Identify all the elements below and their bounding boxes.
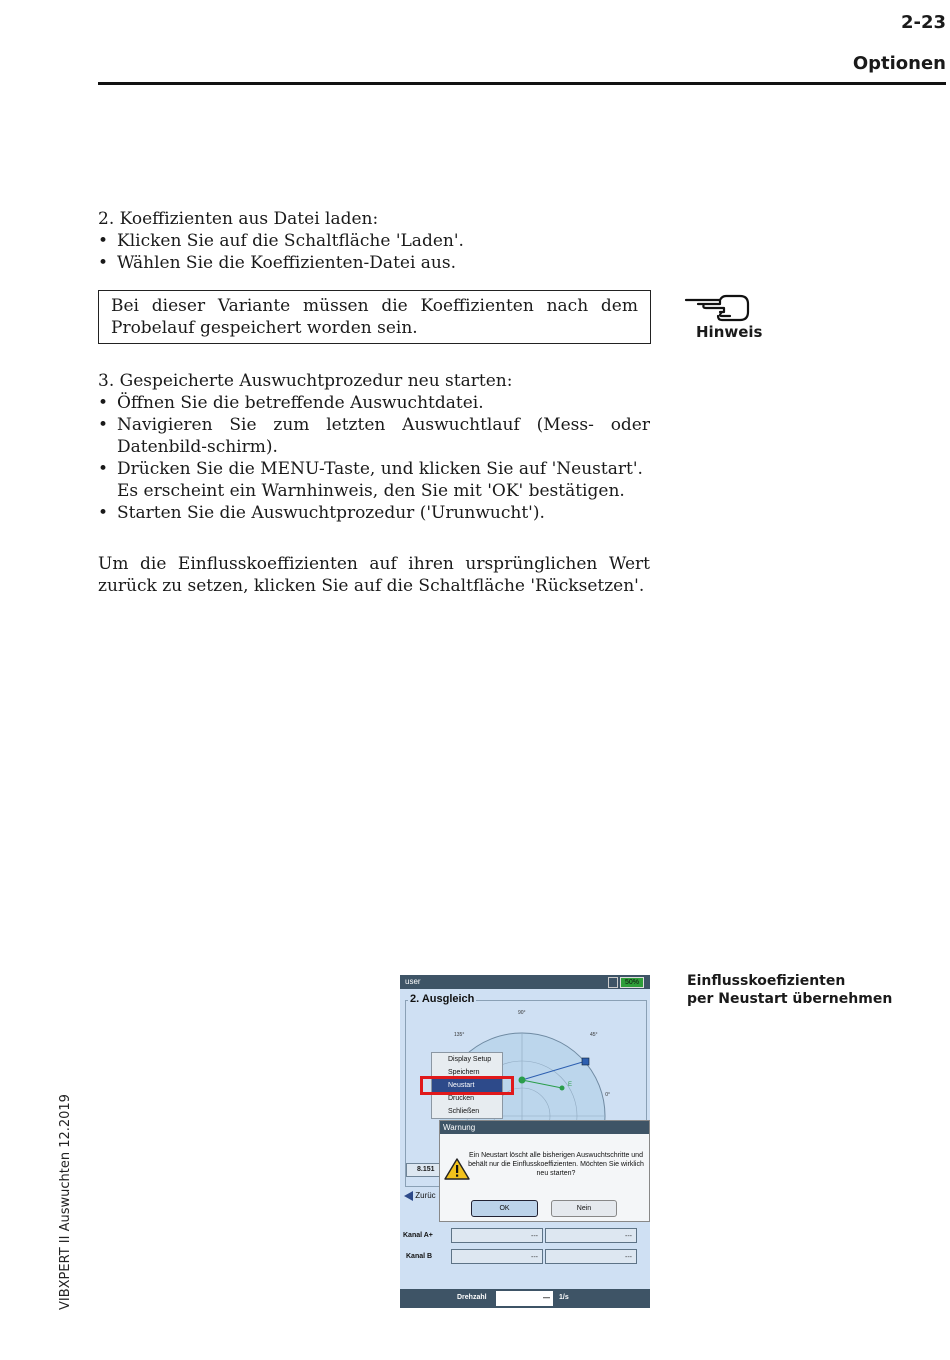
dialog-message: Ein Neustart löscht alle bisherigen Auswuchtschritte und behält nur die Einflusskoeffizienten. Möchten Sie wirklich neu starten? xyxy=(468,1152,644,1177)
back-button[interactable]: Zurüc xyxy=(404,1191,436,1201)
ok-button[interactable]: OK xyxy=(471,1200,538,1217)
menu-item-drucken[interactable]: Drucken xyxy=(448,1095,475,1102)
angle-135: 135° xyxy=(454,1032,465,1038)
device-bottom-bar xyxy=(400,1289,650,1308)
list-item: • Öffnen Sie die betreffende Auswuchtdatei. xyxy=(98,393,484,413)
device-screenshot xyxy=(400,975,650,1308)
cancel-button[interactable]: Nein xyxy=(551,1200,617,1217)
marker-label: E xyxy=(568,1082,573,1088)
kanal-b-value-1: --- xyxy=(451,1249,543,1264)
user-label: user xyxy=(405,977,421,986)
header-rule xyxy=(98,82,946,85)
dialog-title: Warnung xyxy=(440,1121,649,1134)
note-label: Hinweis xyxy=(696,323,763,341)
memory-icon xyxy=(608,977,618,988)
list-item: • Starten Sie die Auswuchtprozedur ('Urunwucht'). xyxy=(98,503,545,523)
list-item: • Navigieren Sie zum letzten Auswuchtlauf (Mess- oder Datenbild-schirm). xyxy=(98,415,650,457)
kanal-b-label: Kanal B xyxy=(406,1253,433,1260)
step3-heading: 3. Gespeicherte Auswuchtprozedur neu starten: xyxy=(98,371,513,391)
angle-45: 45° xyxy=(590,1032,598,1038)
warning-dialog xyxy=(439,1120,650,1222)
reset-paragraph: Um die Einflusskoeffizienten auf ihren ursprünglichen Wert zurück zu setzen, klicken Sie auf die Schaltfläche 'Rücksetzen'. xyxy=(98,554,650,596)
menu-item-display-setup[interactable]: Display Setup xyxy=(448,1056,492,1063)
value-display: 8.151 xyxy=(406,1163,451,1177)
menu-item-neustart[interactable]: Neustart xyxy=(432,1079,502,1092)
step3-block xyxy=(98,370,650,524)
drehzahl-label: Drehzahl xyxy=(457,1294,487,1301)
menu-item-speichern[interactable]: Speichern xyxy=(448,1069,480,1076)
angle-90: 90° xyxy=(518,1010,526,1016)
kanal-a-label: Kanal A+ xyxy=(403,1232,433,1239)
battery-indicator: 50% xyxy=(620,977,644,988)
sidebar-footer: VIBXPERT II Auswuchten 12.2019 xyxy=(58,1094,73,1310)
step2-heading: 2. Koeffizienten aus Datei laden: xyxy=(98,209,379,229)
panel-title: 2. Ausgleich xyxy=(410,993,475,1005)
kanal-a-value-1: --- xyxy=(451,1228,543,1243)
note-box: Bei dieser Variante müssen die Koeffizienten nach dem Probelauf gespeichert worden sein. xyxy=(98,290,651,344)
list-item: • Klicken Sie auf die Schaltfläche 'Laden'. xyxy=(98,231,464,251)
pointing-hand-icon xyxy=(684,290,750,324)
device-top-bar xyxy=(400,975,650,989)
drehzahl-value: — xyxy=(496,1291,553,1306)
kanal-b-value-2: --- xyxy=(545,1249,637,1264)
menu-item-schliessen[interactable]: Schließen xyxy=(448,1108,480,1115)
list-item: • Drücken Sie die MENU-Taste, und klicken Sie auf 'Neustart'. Es erscheint ein Warnhinweis, den Sie mit 'OK' bestätigen. xyxy=(98,459,643,501)
section-title: Optionen xyxy=(852,53,946,74)
list-item: • Wählen Sie die Koeffizienten-Datei aus. xyxy=(98,253,457,273)
step2-block xyxy=(98,208,650,274)
highlight-frame xyxy=(420,1076,514,1095)
kanal-a-value-2: --- xyxy=(545,1228,637,1243)
drehzahl-unit: 1/s xyxy=(559,1294,569,1301)
figure-caption: Einflusskoefizienten per Neustart übernehmen xyxy=(687,973,893,1007)
page-number: 2-23 xyxy=(900,12,946,33)
angle-0: 0° xyxy=(605,1092,610,1098)
back-arrow-icon xyxy=(404,1191,413,1201)
